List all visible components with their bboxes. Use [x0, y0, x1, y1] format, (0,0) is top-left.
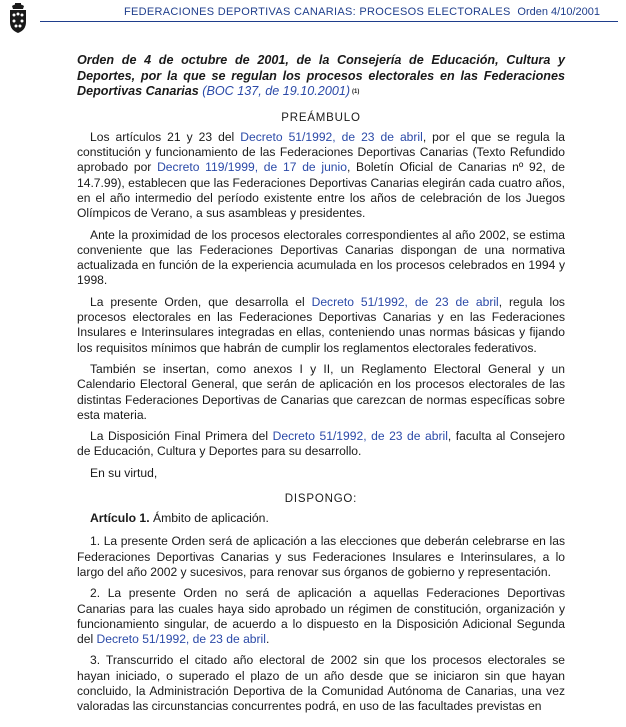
canarias-coat-of-arms-icon: [6, 2, 30, 34]
preamble-paragraph-4: También se insertan, como anexos I y II, un Reglamento Electoral General y un Calendario Electoral General, que serán de aplicación en los procesos electorales de las distintas Federaciones Deportivas de Canarias que carezcan de normas específicas sobre esta materia.: [77, 361, 565, 422]
decreto-51-1992-link[interactable]: Decreto 51/1992, de 23 de abril: [311, 294, 499, 309]
page-header: [0, 0, 626, 24]
decreto-119-1999-link[interactable]: Decreto 119/1999, de 17 de junio: [157, 160, 347, 175]
footnote-marker[interactable]: (1): [352, 89, 360, 96]
title-text: Orden de 4 de octubre de 2001, de la Consejería de Educación, Cultura y Deportes, por la que se regulan los procesos electorales en las Federaciones Deportivas Canarias: [77, 53, 565, 99]
article-1-paragraph-1: 1. La presente Orden será de aplicación a las elecciones que deberán celebrarse en las Federaciones Deportivas Canarias y sus Federaciones Insulares e Interinsulares, a lo largo del año 2002 y sucesivos, para renovar sus órganos de gobierno y representación.: [77, 534, 565, 579]
article-1-heading: [77, 511, 565, 526]
preamble-heading: PREÁMBULO: [281, 111, 361, 124]
preamble-paragraph-5: La Disposición Final Primera del Decreto 51/1992, de 23 de abril, faculta al Consejero de Educación, Cultura y Deportes para su desarrollo.: [77, 429, 566, 459]
preamble-paragraph-3: La presente Orden, que desarrolla el Decreto 51/1992, de 23 de abril, regula los procesos electorales en las Federaciones Deportivas Canarias y en las Federaciones Insulares e Interinsulares integradas en ellas, conteniendo unas normas básicas y fijando los requisitos mínimos que habrán de cumplir los reglamentos electorales federativos.: [77, 294, 565, 355]
dispongo-heading: DISPONGO:: [284, 493, 358, 506]
decreto-51-1992-link[interactable]: Decreto 51/1992, de 23 de abril: [240, 129, 423, 144]
preamble-paragraph-1: Los artículos 21 y 23 del Decreto 51/1992, de 23 de abril, por el que se regula la constitución y funcionamiento de las Federaciones Deportivas Canarias (Texto Refundido aprobado por Decreto 119/1999, de 17 de junio, Boletín Oficial de Canarias nº 92, de 14.7.99), establecen que las Federaciones Deportivas Canarias elegirán cada cuatro años, en el año intermedio del período existente entre los años de celebración de los Juegos Olímpicos de Verano, a sus asambleas y presidentes.: [77, 129, 566, 221]
article-1-paragraph-3: 3. Transcurrido el citado año electoral de 2002 sin que los procesos electorales se hayan iniciado, o superado el plazo de un año desde que se iniciaron sin que hayan concluido, la Administración Deportiva de la Comunidad Autónoma de Canarias, una vez valoradas las circunstancias concurrentes podrá, en uso de las facultades previstas en: [77, 653, 565, 714]
header-rule: [40, 21, 618, 22]
article-1-paragraph-2: 2. La presente Orden no será de aplicación a aquellas Federaciones Deportivas Canarias para las cuales haya sido aprobado un régimen de constitución, organización y funcionamiento singular, de acuerdo a lo dispuesto en la Disposición Adicional Segunda del Decreto 51/1992, de 23 de abril.: [77, 586, 565, 647]
decreto-51-1992-link[interactable]: Decreto 51/1992, de 23 de abril: [96, 632, 266, 647]
document-title: [77, 53, 565, 100]
boc-reference-link[interactable]: (BOC 137, de 19.10.2001): [202, 84, 351, 99]
header-date: Orden 4/10/2001: [517, 6, 600, 18]
decreto-51-1992-link[interactable]: Decreto 51/1992, de 23 de abril: [272, 429, 448, 444]
article-label: Artículo 1.: [90, 511, 150, 526]
header-title: FEDERACIONES DEPORTIVAS CANARIAS: PROCESOS ELECTORALES: [124, 6, 511, 18]
preamble-paragraph-6: En su virtud,: [90, 465, 158, 480]
preamble-paragraph-2: Ante la proximidad de los procesos electorales correspondientes al año 2002, se estima conveniente que las Federaciones Deportivas Canarias dispongan de una normativa actualizada en función de la experiencia acumulada en los procesos celebrados en 1994 y 1998.: [77, 227, 565, 288]
article-title: Ámbito de aplicación.: [149, 511, 269, 526]
document-body: [77, 53, 565, 721]
